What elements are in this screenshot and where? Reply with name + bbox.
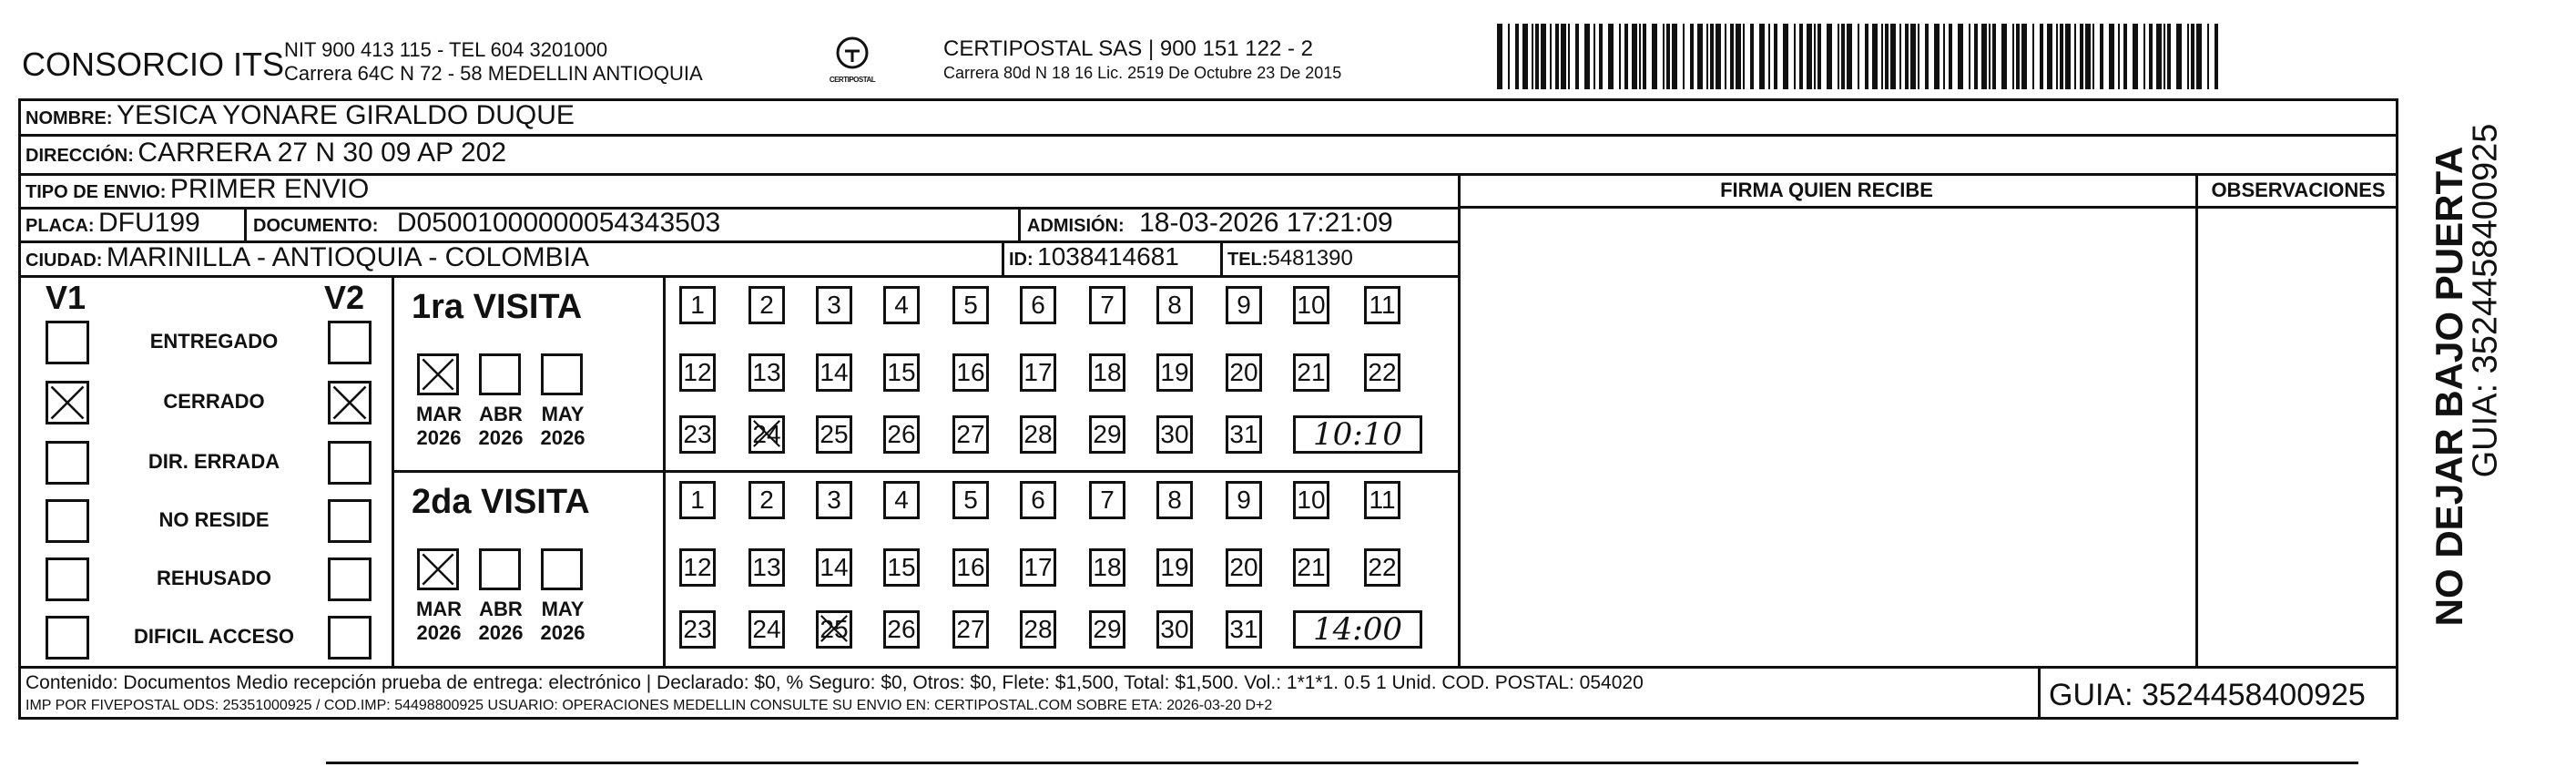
day-number: 6 — [1031, 291, 1045, 319]
barcode — [1497, 24, 2222, 89]
day-number: 31 — [1229, 615, 1258, 643]
day-cell[interactable] — [1364, 548, 1400, 587]
day-cell[interactable] — [1293, 481, 1329, 519]
day-cell[interactable] — [952, 353, 989, 392]
day-number: 24 — [752, 420, 781, 448]
day-cell[interactable] — [1226, 610, 1262, 649]
month-label — [534, 598, 592, 645]
tel-label: TEL: — [1227, 250, 1268, 270]
tel-value: 5481390 — [1268, 246, 1353, 271]
month-name: ABR — [479, 598, 523, 620]
month-checkbox[interactable] — [417, 548, 459, 590]
month-year: 2026 — [416, 621, 462, 644]
day-number: 17 — [1023, 553, 1053, 581]
day-number: 27 — [956, 615, 985, 643]
day-number: 9 — [1237, 291, 1251, 319]
month-label — [534, 403, 592, 450]
day-cell[interactable] — [1020, 286, 1056, 324]
day-number: 31 — [1229, 420, 1258, 448]
day-cell[interactable] — [1156, 286, 1193, 324]
visit-title: 2da VISITA — [412, 483, 590, 521]
day-cell[interactable] — [1293, 353, 1329, 392]
month-year: 2026 — [478, 426, 524, 449]
day-number: 23 — [683, 420, 712, 448]
day-number: 10 — [1297, 291, 1326, 319]
day-number: 19 — [1160, 553, 1189, 581]
day-number: 11 — [1369, 291, 1396, 319]
status-label: CERRADO — [163, 390, 265, 413]
day-cell[interactable] — [1364, 353, 1400, 392]
logo-icon — [834, 35, 871, 71]
day-mark — [751, 418, 782, 451]
day-cell[interactable] — [1089, 353, 1125, 392]
status-v2-checkbox[interactable] — [328, 381, 372, 424]
month-checkbox[interactable] — [479, 353, 521, 395]
day-number: 9 — [1237, 486, 1251, 514]
id-row — [1009, 242, 1179, 271]
day-number: 21 — [1297, 553, 1326, 581]
day-number: 12 — [683, 553, 712, 581]
day-number: 2 — [759, 486, 774, 514]
direccion-row — [25, 138, 506, 169]
day-number: 3 — [827, 291, 841, 319]
tipo-row — [25, 174, 369, 205]
day-cell[interactable] — [952, 548, 989, 587]
day-cell[interactable] — [816, 481, 852, 519]
bottom-rule — [326, 762, 2358, 764]
month-year: 2026 — [540, 426, 585, 449]
month-name: MAY — [541, 403, 585, 425]
day-cell[interactable] — [1156, 353, 1193, 392]
day-cell[interactable] — [679, 548, 716, 587]
month-name: MAR — [415, 598, 463, 620]
day-cell[interactable] — [1089, 481, 1125, 519]
day-number: 21 — [1297, 358, 1326, 386]
day-cell[interactable] — [816, 610, 852, 649]
month-year: 2026 — [478, 621, 524, 644]
day-number: 22 — [1368, 358, 1397, 386]
day-number: 7 — [1100, 486, 1115, 514]
id-label: ID: — [1009, 250, 1033, 270]
day-number: 15 — [887, 553, 916, 581]
v1-header: V1 — [46, 279, 87, 316]
documento-value: D05001000000054343503 — [396, 208, 721, 238]
tel-row — [1227, 246, 1353, 271]
day-cell[interactable] — [1156, 548, 1193, 587]
day-number: 18 — [1093, 358, 1122, 386]
month-label — [410, 403, 468, 450]
nombre-label: NOMBRE: — [25, 108, 113, 128]
day-cell[interactable] — [816, 415, 852, 454]
month-label — [472, 598, 530, 645]
day-number: 5 — [963, 486, 978, 514]
day-number: 30 — [1160, 420, 1189, 448]
side-warning: NO DEJAR BAJO PUERTA — [2428, 146, 2470, 627]
day-number: 18 — [1093, 553, 1122, 581]
day-cell[interactable] — [679, 481, 716, 519]
status-v1-checkbox[interactable] — [46, 557, 89, 601]
day-cell[interactable] — [1156, 610, 1193, 649]
status-label: DIR. ERRADA — [148, 450, 280, 473]
day-number: 14 — [820, 358, 849, 386]
company-nit: NIT 900 413 115 - TEL 604 3201000 — [284, 38, 608, 61]
day-cell[interactable] — [883, 415, 920, 454]
day-number: 26 — [887, 420, 916, 448]
admision-value: 18-03-2026 17:21:09 — [1139, 208, 1393, 238]
placa-label: PLACA: — [25, 216, 95, 236]
status-v1-checkbox[interactable] — [46, 321, 89, 364]
day-cell[interactable] — [1293, 286, 1329, 324]
day-cell[interactable] — [952, 610, 989, 649]
documento-label: DOCUMENTO: — [253, 216, 379, 236]
month-year: 2026 — [416, 426, 462, 449]
day-number: 23 — [683, 615, 712, 643]
ciudad-value: MARINILLA - ANTIOQUIA - COLOMBIA — [106, 242, 590, 272]
day-cell[interactable] — [952, 415, 989, 454]
day-cell[interactable] — [679, 415, 716, 454]
nombre-value: YESICA YONARE GIRALDO DUQUE — [117, 100, 575, 130]
day-cell[interactable] — [1089, 548, 1125, 587]
month-name: ABR — [479, 403, 523, 425]
day-number: 1 — [690, 486, 705, 514]
day-number: 28 — [1023, 420, 1053, 448]
day-number: 29 — [1093, 420, 1122, 448]
day-number: 7 — [1100, 291, 1115, 319]
admision-label: ADMISIÓN: — [1027, 216, 1125, 236]
status-v2-checkbox[interactable] — [328, 616, 372, 660]
day-number: 13 — [752, 358, 781, 386]
day-number: 12 — [683, 358, 712, 386]
day-number: 26 — [887, 615, 916, 643]
company-address: Carrera 64C N 72 - 58 MEDELLIN ANTIOQUIA — [284, 62, 703, 85]
placa-row — [25, 208, 200, 239]
day-cell[interactable] — [952, 481, 989, 519]
day-cell[interactable] — [1020, 481, 1056, 519]
day-cell[interactable] — [748, 548, 785, 587]
status-v1-checkbox[interactable] — [46, 616, 89, 660]
ciudad-row — [25, 242, 589, 273]
day-number: 20 — [1229, 358, 1258, 386]
day-number: 19 — [1160, 358, 1189, 386]
day-cell[interactable] — [1226, 415, 1262, 454]
company-name: CONSORCIO ITS — [22, 46, 285, 83]
day-cell[interactable] — [816, 548, 852, 587]
day-cell[interactable] — [748, 415, 785, 454]
day-number: 4 — [894, 291, 909, 319]
day-number: 16 — [956, 553, 985, 581]
day-cell[interactable] — [1020, 548, 1056, 587]
month-checkbox[interactable] — [417, 353, 459, 395]
v2-header: V2 — [324, 279, 365, 316]
day-cell[interactable] — [1020, 353, 1056, 392]
footer-imp: IMP POR FIVEPOSTAL ODS: 25351000925 / COD.IMP: 54498800925 USUARIO: OPERACIONES MEDELLIN CONSULTE SU ENVIO EN: CERTIPOSTAL.COM SOBRE ETA: 2026-03-20 D+2 — [25, 698, 1273, 713]
day-number: 15 — [887, 358, 916, 386]
visit-time-box[interactable]: 10:10 — [1293, 415, 1422, 454]
status-v1-checkbox[interactable] — [46, 441, 89, 485]
day-cell[interactable] — [883, 286, 920, 324]
nombre-row — [25, 100, 575, 131]
carrier-name: CERTIPOSTAL SAS | 900 151 122 - 2 — [943, 36, 1313, 61]
day-cell[interactable] — [679, 353, 716, 392]
day-cell[interactable] — [748, 353, 785, 392]
day-number: 4 — [894, 486, 909, 514]
day-mark — [819, 613, 850, 646]
id-value: 1038414681 — [1037, 242, 1179, 271]
day-number: 24 — [752, 615, 781, 643]
day-cell[interactable] — [1293, 548, 1329, 587]
status-label: REHUSADO — [157, 567, 271, 589]
day-cell[interactable] — [1089, 415, 1125, 454]
footer-guia: GUIA: 3524458400925 — [2049, 678, 2366, 712]
status-v1-checkbox[interactable] — [46, 499, 89, 543]
day-cell[interactable] — [1156, 481, 1193, 519]
day-number: 16 — [956, 358, 985, 386]
day-cell[interactable] — [679, 610, 716, 649]
day-cell[interactable] — [748, 610, 785, 649]
visit-time-box[interactable]: 14:00 — [1293, 610, 1422, 649]
day-number: 1 — [690, 291, 705, 319]
placa-value: DFU199 — [98, 208, 200, 238]
day-number: 14 — [820, 553, 849, 581]
day-cell[interactable] — [1364, 481, 1400, 519]
day-number: 20 — [1229, 553, 1258, 581]
status-v2-checkbox[interactable] — [328, 441, 372, 485]
day-number: 30 — [1160, 615, 1189, 643]
day-cell[interactable] — [1226, 548, 1262, 587]
status-label: NO RESIDE — [158, 508, 270, 531]
status-label: ENTREGADO — [149, 330, 279, 353]
tipo-value: PRIMER ENVIO — [169, 174, 370, 204]
logo-text: CERTIPOSTAL — [829, 76, 876, 84]
day-number: 27 — [956, 420, 985, 448]
day-cell[interactable] — [748, 481, 785, 519]
status-v2-checkbox[interactable] — [328, 557, 372, 601]
day-number: 8 — [1167, 486, 1182, 514]
observaciones-label: OBSERVACIONES — [2211, 179, 2386, 201]
status-v2-checkbox[interactable] — [328, 499, 372, 543]
day-cell[interactable] — [883, 353, 920, 392]
documento-row — [253, 208, 720, 239]
day-cell[interactable] — [748, 286, 785, 324]
status-v1-checkbox[interactable] — [46, 381, 89, 424]
day-number: 28 — [1023, 615, 1053, 643]
month-name: MAY — [541, 598, 585, 620]
month-label — [410, 598, 468, 645]
day-cell[interactable] — [883, 481, 920, 519]
day-number: 29 — [1093, 615, 1122, 643]
carrier-address: Carrera 80d N 18 16 Lic. 2519 De Octubre 23 De 2015 — [943, 64, 1342, 82]
day-number: 10 — [1297, 486, 1326, 514]
day-cell[interactable] — [883, 610, 920, 649]
tipo-label: TIPO DE ENVIO: — [25, 182, 167, 202]
month-label — [472, 403, 530, 450]
day-cell[interactable] — [1020, 415, 1056, 454]
firma-label: FIRMA QUIEN RECIBE — [1720, 179, 1933, 201]
day-cell[interactable] — [1156, 415, 1193, 454]
side-guia: GUIA: 3524458400925 — [2466, 123, 2505, 478]
day-number: 5 — [963, 291, 978, 319]
day-number: 17 — [1023, 358, 1053, 386]
day-number: 11 — [1369, 486, 1396, 514]
month-checkbox[interactable] — [479, 548, 521, 590]
month-year: 2026 — [540, 621, 585, 644]
day-cell[interactable] — [1089, 610, 1125, 649]
day-cell[interactable] — [883, 548, 920, 587]
day-number: 3 — [827, 486, 841, 514]
day-cell[interactable] — [679, 286, 716, 324]
ciudad-label: CIUDAD: — [25, 251, 103, 271]
day-number: 22 — [1368, 553, 1397, 581]
day-number: 13 — [752, 553, 781, 581]
footer-contenido: Contenido: Documentos Medio recepción prueba de entrega: electrónico | Declarado: $0, % Seguro: $0, Otros: $0, Flete: $1,500, Total: $1,500. Vol.: 1*1*1. 0.5 1 Unid. COD. POSTAL: 054020 — [25, 672, 1644, 693]
day-number: 2 — [759, 291, 774, 319]
day-number: 25 — [820, 420, 849, 448]
day-number: 6 — [1031, 486, 1045, 514]
day-number: 25 — [820, 615, 849, 643]
day-cell[interactable] — [1226, 481, 1262, 519]
month-checkbox[interactable] — [541, 548, 583, 590]
month-checkbox[interactable] — [541, 353, 583, 395]
day-cell[interactable] — [1226, 353, 1262, 392]
direccion-label: DIRECCIÓN: — [25, 146, 134, 166]
day-cell[interactable] — [1226, 286, 1262, 324]
day-cell[interactable] — [1364, 286, 1400, 324]
visit-title: 1ra VISITA — [412, 288, 583, 326]
admision-row — [1027, 208, 1393, 239]
certipostal-logo — [818, 35, 887, 89]
status-label: DIFICIL ACCESO — [133, 625, 294, 648]
status-v2-checkbox[interactable] — [328, 321, 372, 364]
day-cell[interactable] — [816, 353, 852, 392]
day-cell[interactable] — [1020, 610, 1056, 649]
day-cell[interactable] — [952, 286, 989, 324]
month-name: MAR — [415, 403, 463, 425]
day-cell[interactable] — [1089, 286, 1125, 324]
day-number: 8 — [1167, 291, 1182, 319]
day-cell[interactable] — [816, 286, 852, 324]
direccion-value: CARRERA 27 N 30 09 AP 202 — [137, 138, 507, 168]
